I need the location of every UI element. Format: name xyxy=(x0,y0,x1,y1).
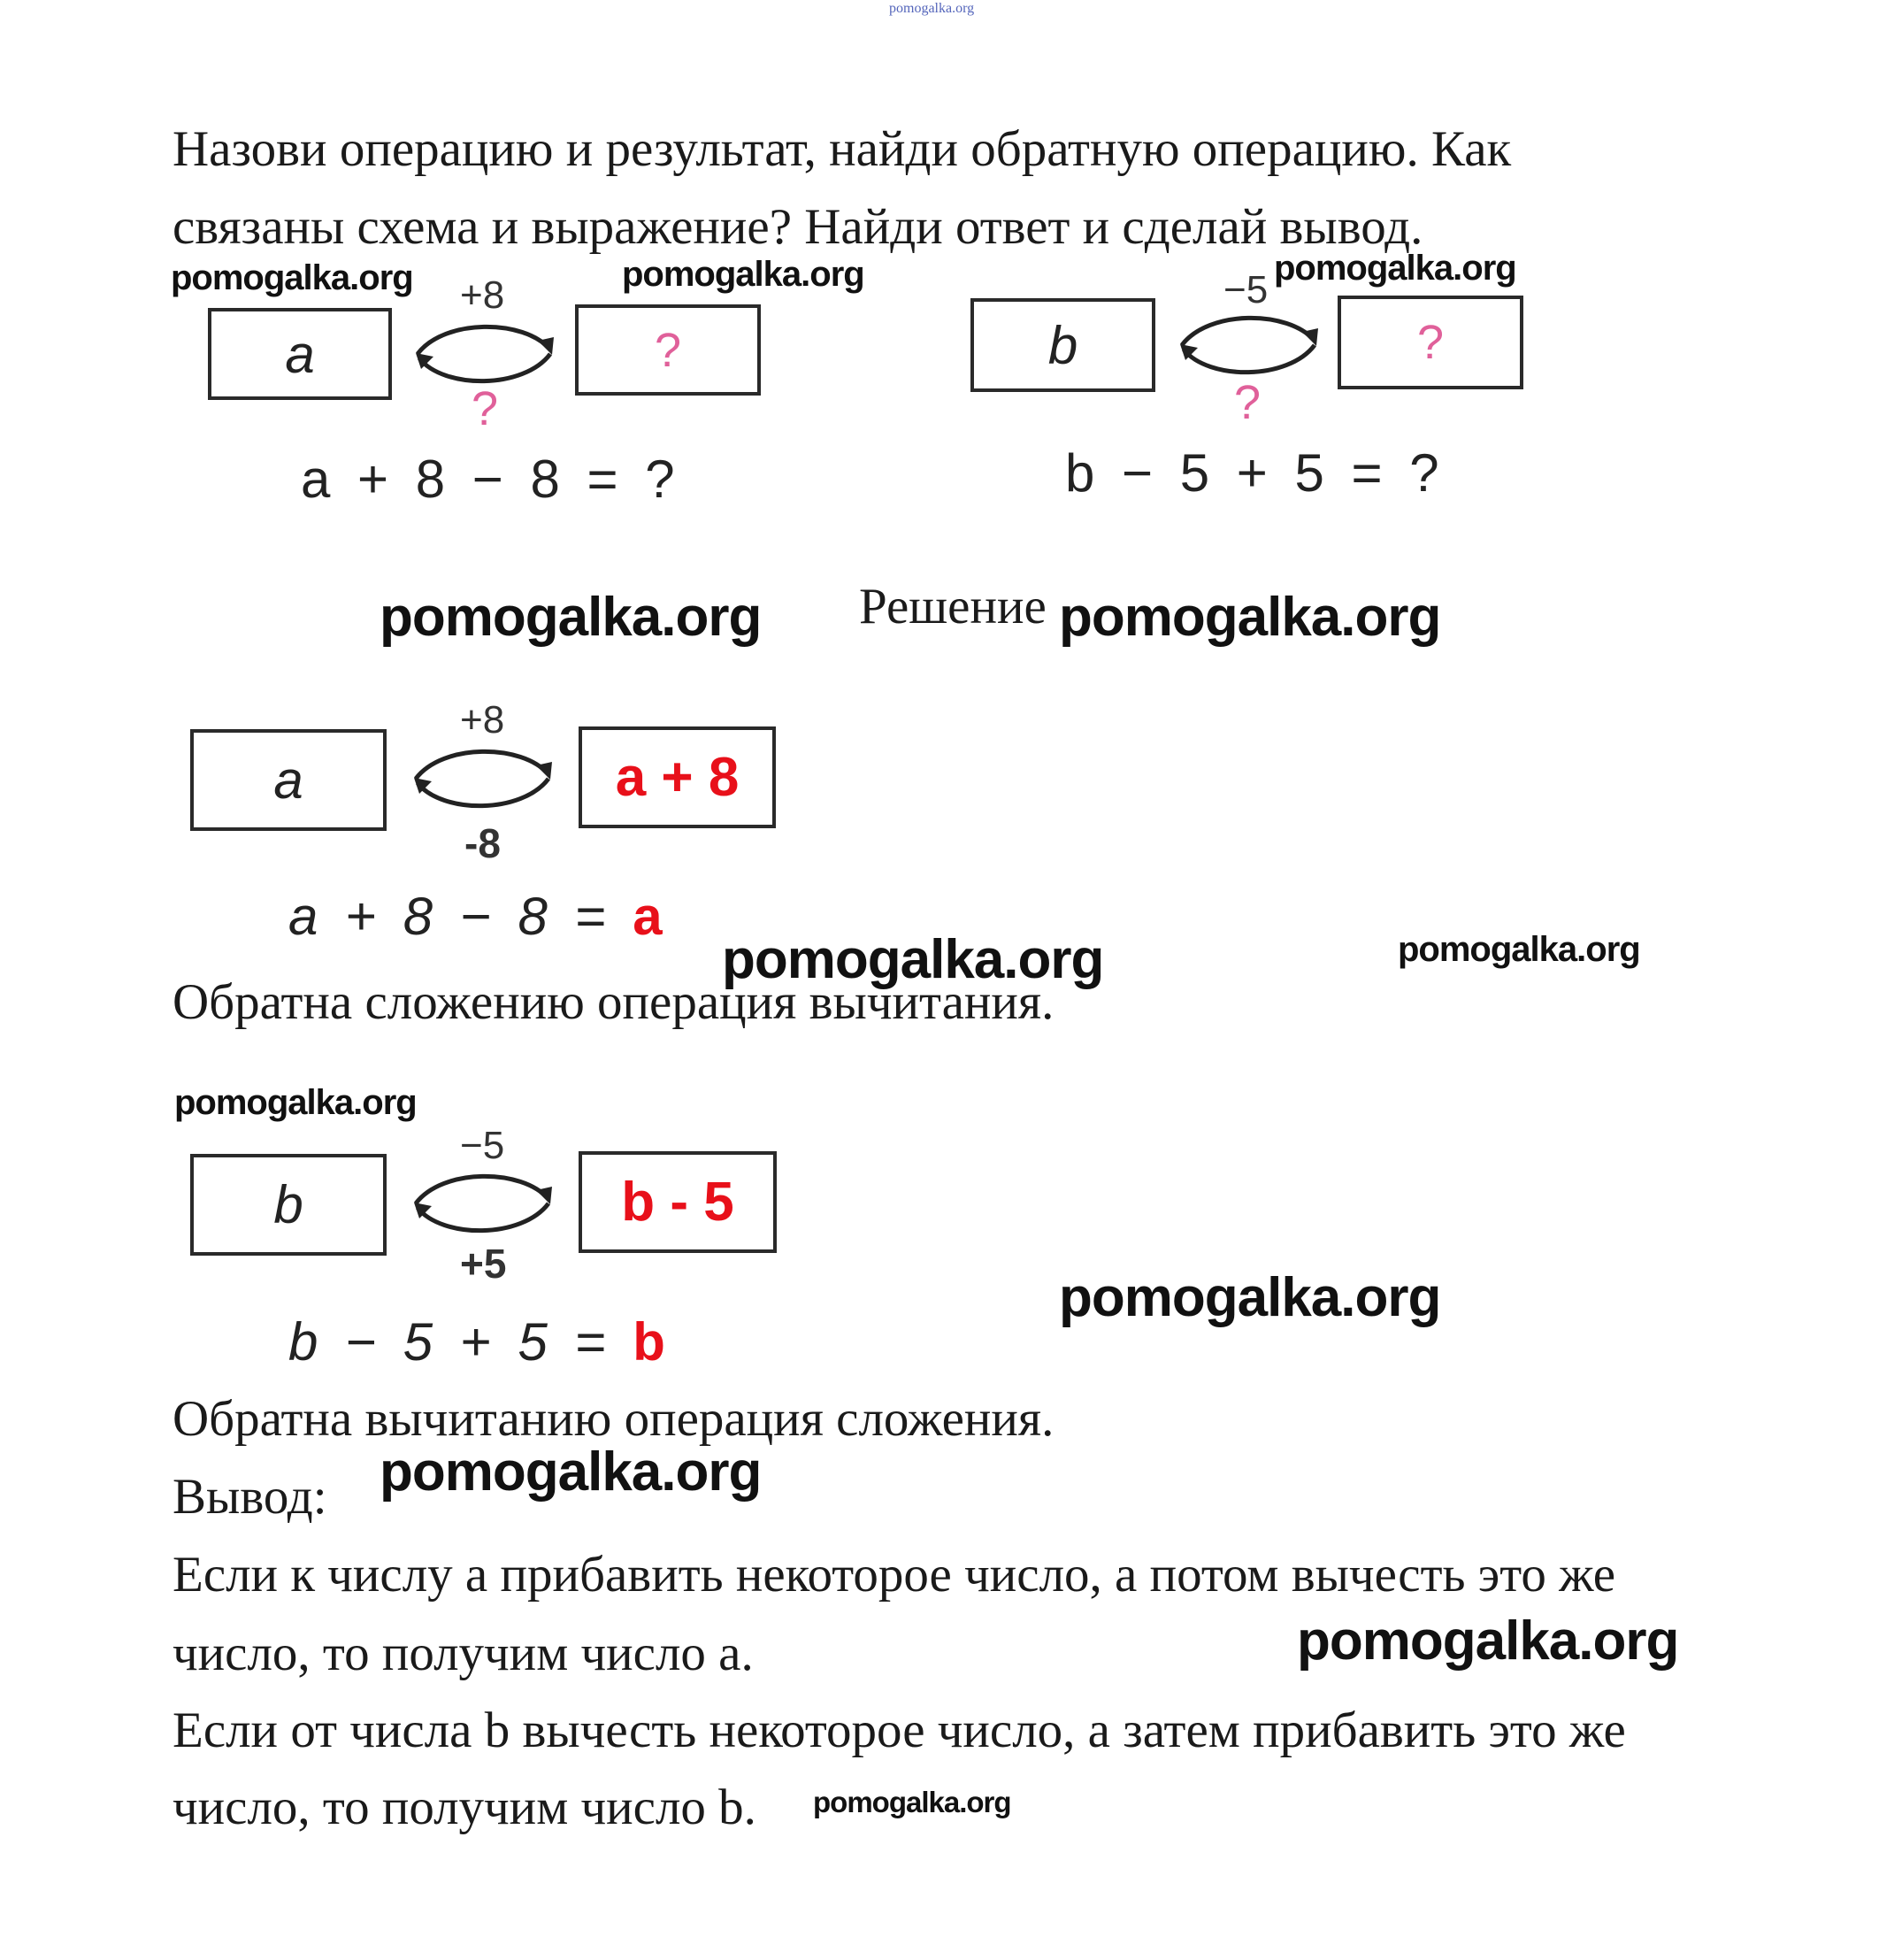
conclusion-1-line-2: число, то получим число а. xyxy=(173,1626,754,1681)
start-box xyxy=(190,1154,387,1256)
start-value: a xyxy=(285,324,315,384)
watermark: pomogalka.org xyxy=(174,1083,417,1122)
result-box xyxy=(575,304,761,396)
watermark: pomogalka.org xyxy=(1398,930,1640,969)
cycle-arrows-icon xyxy=(407,739,559,819)
start-value: b xyxy=(273,1175,303,1234)
conclusion-1-line-1: Если к числу а прибавить некоторое число, а потом вычесть это же xyxy=(173,1547,1616,1603)
result-value: ? xyxy=(1416,316,1445,369)
result-box xyxy=(1338,296,1523,389)
watermark: pomogalka.org xyxy=(380,587,762,648)
start-box xyxy=(190,729,387,831)
result-value: ? xyxy=(654,323,682,377)
result-value: a + 8 xyxy=(615,747,740,808)
watermark: pomogalka.org xyxy=(1297,1610,1679,1672)
inverse-of-addition: Обратна сложению операция вычитания. xyxy=(173,974,1055,1030)
back-operation: ? xyxy=(472,382,499,435)
watermark: pomogalka.org xyxy=(813,1786,1011,1818)
equation: a + 8 − 8 = ? xyxy=(301,450,675,509)
equation-left: a + 8 − 8 = xyxy=(288,887,606,946)
forward-operation: −5 xyxy=(1223,268,1269,311)
watermark: pomogalka.org xyxy=(722,929,1104,990)
result-box xyxy=(579,1151,777,1253)
watermark: pomogalka.org xyxy=(171,258,413,297)
back-operation: ? xyxy=(1234,376,1262,429)
back-operation: +5 xyxy=(460,1241,507,1287)
task-line-1: Назови операцию и результат, найди обратную операцию. Как xyxy=(173,121,1512,177)
back-operation: -8 xyxy=(464,820,501,866)
watermark: pomogalka.org xyxy=(1274,249,1516,288)
equation-left: b − 5 + 5 = xyxy=(288,1312,606,1372)
start-value: a xyxy=(273,750,303,810)
forward-operation: −5 xyxy=(460,1124,505,1167)
watermark: pomogalka.org xyxy=(1059,587,1441,648)
watermark: pomogalka.org xyxy=(1059,1267,1441,1328)
equation: b − 5 + 5 = ? xyxy=(1065,443,1439,503)
result-box xyxy=(579,726,776,828)
forward-operation: +8 xyxy=(460,273,505,317)
conclusion-2-line-2: число, то получим число b. xyxy=(173,1779,756,1835)
cycle-arrows-icon xyxy=(407,1164,559,1243)
cycle-arrows-icon xyxy=(1173,305,1325,385)
equation xyxy=(288,887,663,946)
start-value: b xyxy=(1047,315,1078,375)
task-line-2: связаны схема и выражение? Найди ответ и сделай вывод. xyxy=(173,199,1423,255)
equation xyxy=(288,1312,665,1372)
forward-operation: +8 xyxy=(460,698,505,742)
start-box xyxy=(970,298,1155,392)
equation-answer: a xyxy=(633,887,663,946)
conclusion-label: Вывод: xyxy=(173,1469,327,1525)
header-watermark: pomogalka.org xyxy=(889,1,975,16)
equation-answer: b xyxy=(633,1312,665,1372)
watermark: pomogalka.org xyxy=(380,1441,762,1503)
result-value: b - 5 xyxy=(621,1172,734,1233)
conclusion-2-line-1: Если от числа b вычесть некоторое число, а затем прибавить это же xyxy=(173,1703,1626,1758)
start-box xyxy=(208,308,392,400)
inverse-of-subtraction: Обратна вычитанию операция сложения. xyxy=(173,1391,1055,1447)
watermark: pomogalka.org xyxy=(622,255,864,294)
solution-heading: Решение xyxy=(859,579,1047,634)
